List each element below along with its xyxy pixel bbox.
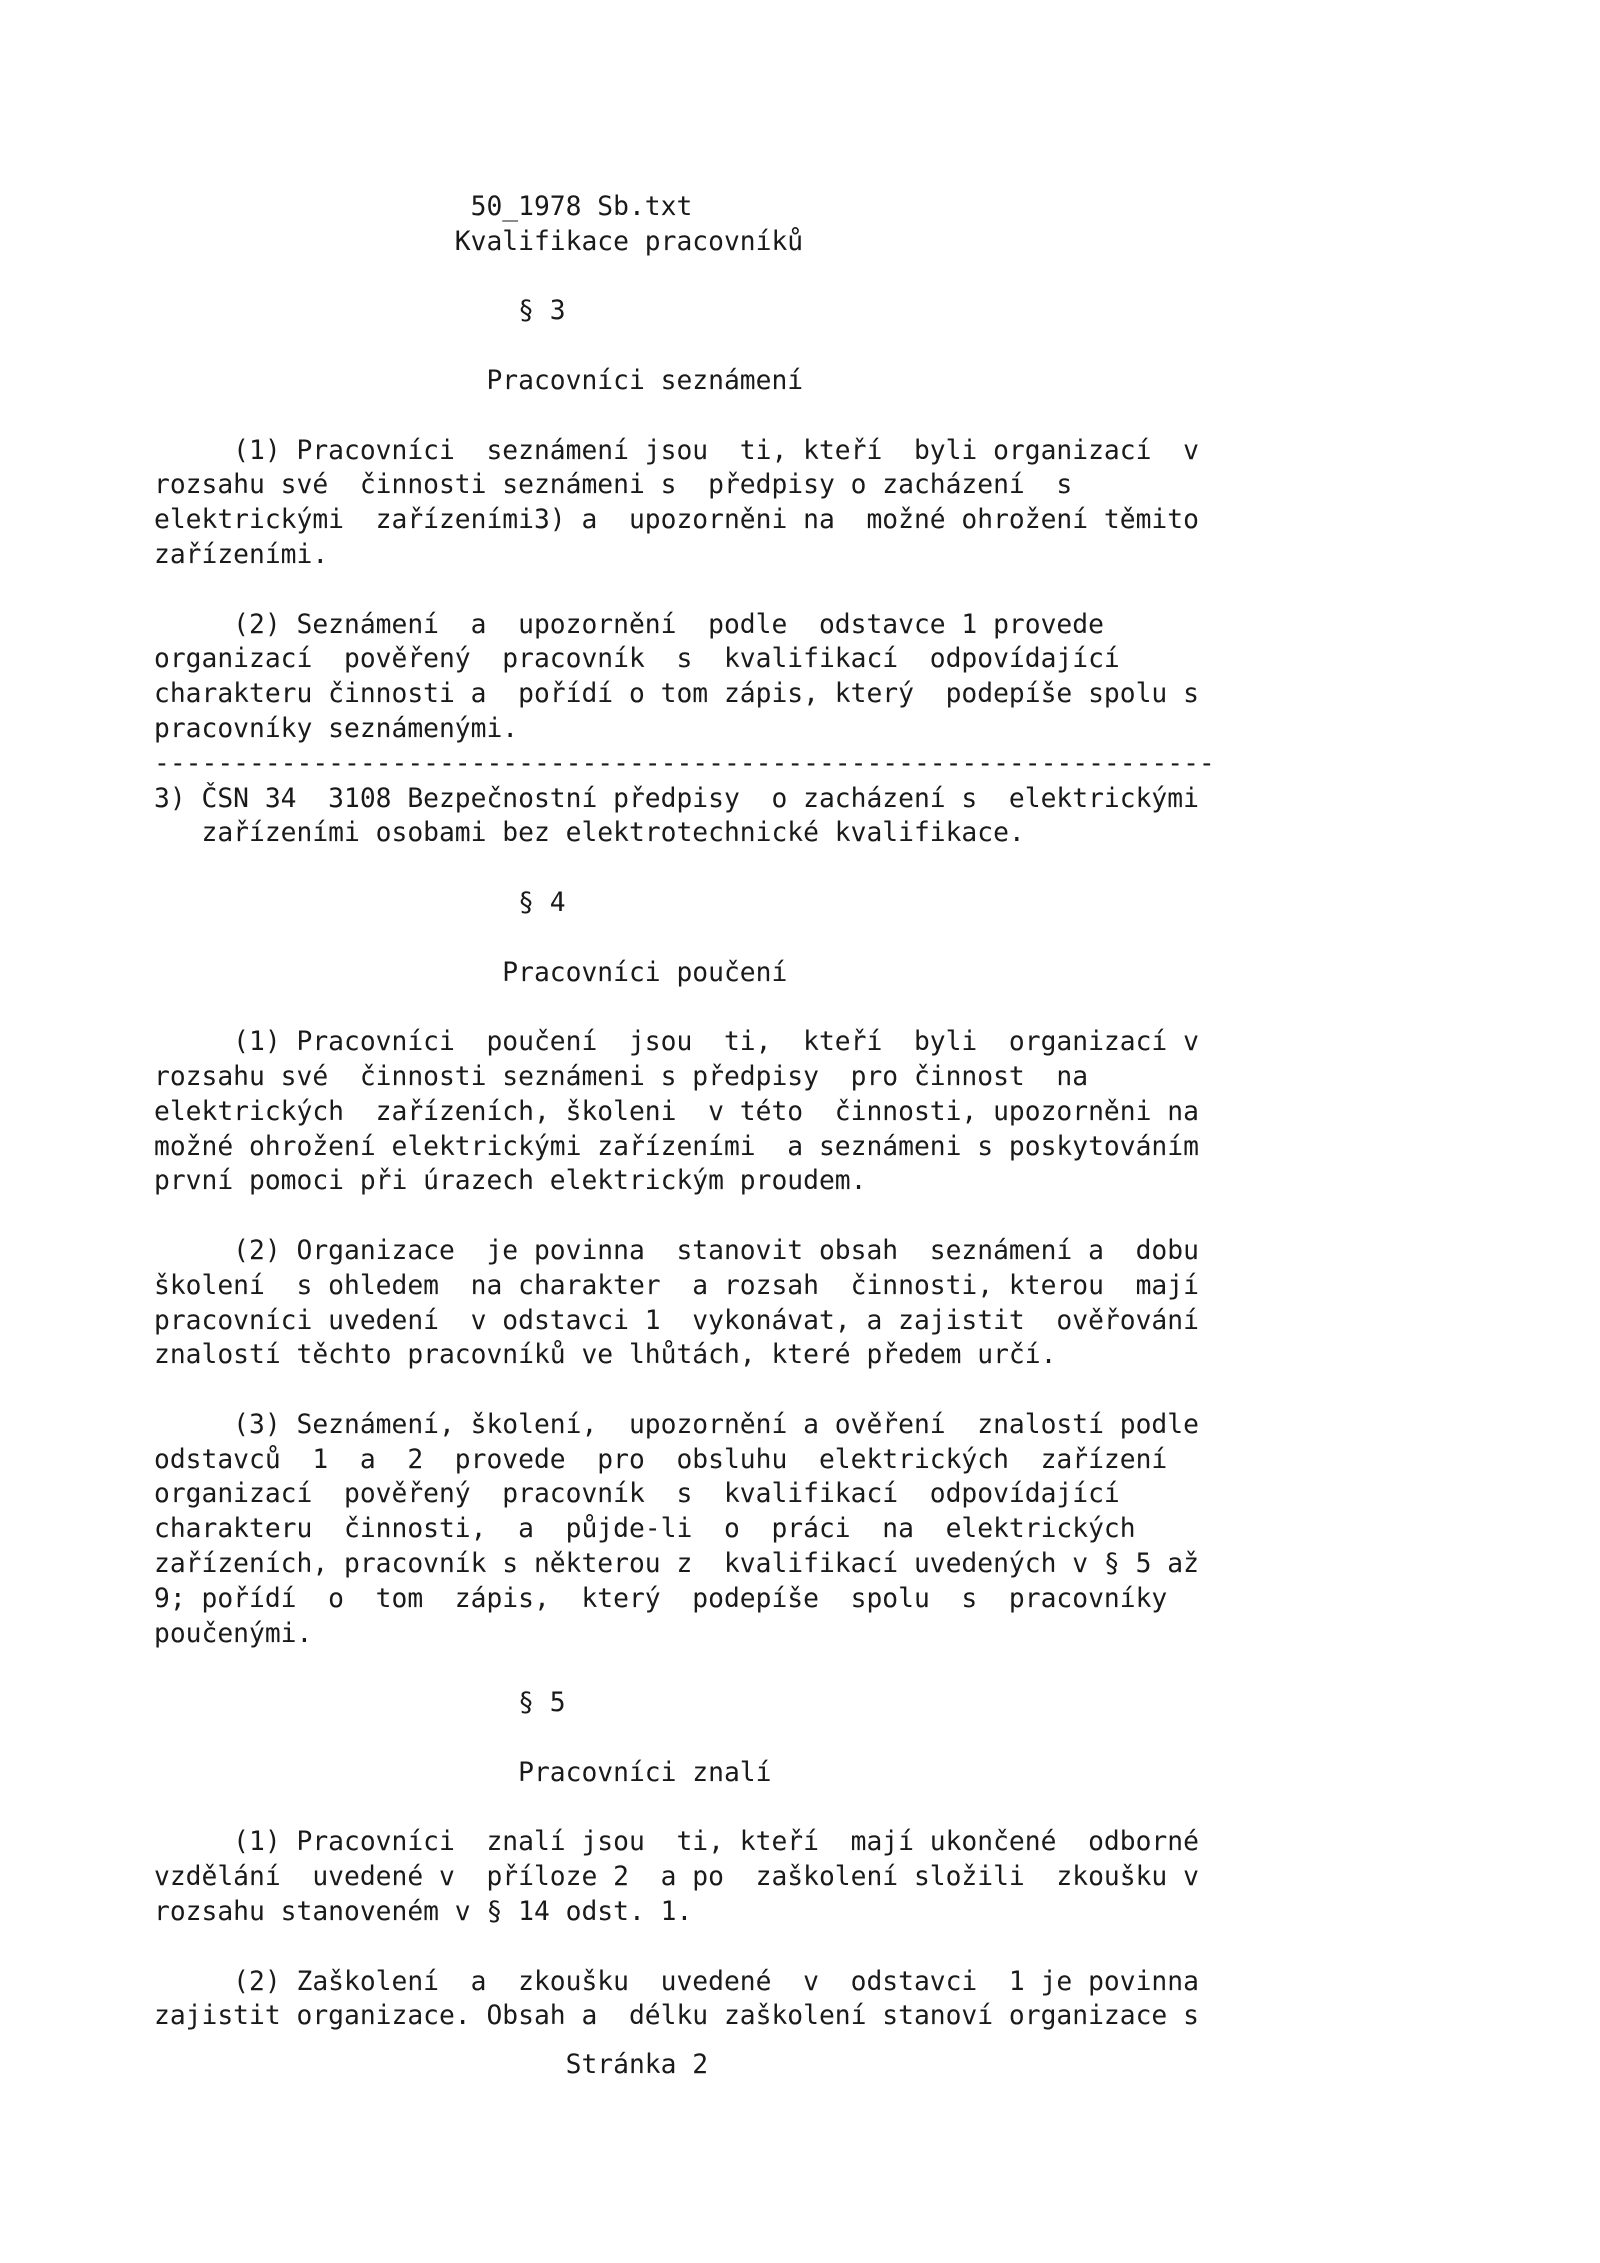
blank-line	[154, 1721, 1215, 1756]
section-4-par1-line: první pomoci při úrazech elektrickým proudem.	[154, 1166, 867, 1197]
section-4-par1-line: elektrických zařízeních, školeni v této činnosti, upozorněni na	[154, 1096, 1199, 1127]
blank-line	[154, 851, 1215, 886]
section-3-par1-line: rozsahu své činnosti seznámeni s předpisy o zacházení s	[154, 470, 1073, 501]
section-4-par3-line: odstavců 1 a 2 provede pro obsluhu elektrických zařízení	[154, 1444, 1168, 1475]
footnote-separator: -------------------------------------------------------------------	[154, 748, 1215, 779]
section-3-title: Pracovníci seznámení	[154, 365, 804, 396]
blank-line	[154, 1930, 1215, 1965]
section-4-par2-line: školení s ohledem na charakter a rozsah činnosti, kterou mají	[154, 1270, 1199, 1301]
section-5-title: Pracovníci znalí	[154, 1757, 772, 1788]
blank-line	[154, 1373, 1215, 1408]
section-4-par1-line: (1) Pracovníci poučení jsou ti, kteří byli organizací v	[154, 1027, 1199, 1058]
section-4-par3-line: poučenými.	[154, 1618, 313, 1649]
blank-line	[154, 399, 1215, 434]
section-3-par2-line: organizací pověřený pracovník s kvalifikací odpovídající	[154, 644, 1120, 675]
blank-line	[154, 1791, 1215, 1826]
section-4-par3-line: 9; pořídí o tom zápis, který podepíše spolu s pracovníky	[154, 1583, 1168, 1614]
section-4-par3-line: (3) Seznámení, školení, upozornění a ověření znalostí podle	[154, 1409, 1199, 1440]
section-4-par2-line: znalostí těchto pracovníků ve lhůtách, které předem určí.	[154, 1340, 1057, 1371]
section-5-par1-line: vzdělání uvedené v příloze 2 a po zaškolení složili zkoušku v	[154, 1862, 1199, 1893]
section-3-par2-line: charakteru činnosti a pořídí o tom zápis, který podepíše spolu s	[154, 679, 1199, 710]
blank-line	[154, 990, 1215, 1025]
section-4-par2-line: (2) Organizace je povinna stanovit obsah seznámení a dobu	[154, 1235, 1199, 1266]
footnote-line: zařízeními osobami bez elektrotechnické kvalifikace.	[154, 818, 1025, 849]
section-4-par3-line: organizací pověřený pracovník s kvalifikací odpovídající	[154, 1479, 1120, 1510]
section-3-par1-line: zařízeními.	[154, 539, 329, 570]
blank-line	[154, 1199, 1215, 1234]
blank-line	[154, 921, 1215, 956]
blank-line	[154, 573, 1215, 608]
section-3-par2-line: (2) Seznámení a upozornění podle odstavce 1 provede	[154, 609, 1104, 640]
blank-line	[154, 329, 1215, 364]
blank-line	[154, 1651, 1215, 1686]
section-3-par2-line: pracovníky seznámenými.	[154, 713, 519, 744]
section-4-par1-line: možné ohrožení elektrickými zařízeními a seznámeni s poskytováním	[154, 1131, 1199, 1162]
section-3-par1-line: elektrickými zařízeními3) a upozorněni na možné ohrožení těmito	[154, 505, 1199, 536]
section-4-title: Pracovníci poučení	[154, 957, 788, 988]
section-5-par1-line: (1) Pracovníci znalí jsou ti, kteří mají ukončené odborné	[154, 1827, 1199, 1858]
section-4-par1-line: rozsahu své činnosti seznámeni s předpisy pro činnost na	[154, 1061, 1089, 1092]
section-3-par1-line: (1) Pracovníci seznámení jsou ti, kteří byli organizací v	[154, 435, 1199, 466]
section-5-mark: § 5	[154, 1688, 566, 1719]
section-4-par3-line: zařízeních, pracovník s některou z kvalifikací uvedených v § 5 až	[154, 1549, 1199, 1580]
page-number: Stránka 2	[154, 2050, 709, 2080]
section-4-par2-line: pracovníci uvedení v odstavci 1 vykonávat, a zajistit ověřování	[154, 1305, 1199, 1336]
section-5-par2-line: (2) Zaškolení a zkoušku uvedené v odstavci 1 je povinna	[154, 1966, 1199, 1997]
file-name-header: 50_1978 Sb.txt	[154, 192, 693, 222]
footnote-line: 3) ČSN 34 3108 Bezpečnostní předpisy o zacházení s elektrickými	[154, 783, 1199, 814]
section-4-par3-line: charakteru činnosti, a půjde-li o práci na elektrických	[154, 1514, 1136, 1545]
section-5-par2-line: zajistit organizace. Obsah a délku zaškolení stanoví organizace s	[154, 2001, 1199, 2032]
blank-line	[154, 260, 1215, 295]
document-body	[154, 190, 1215, 2034]
section-3-mark: § 3	[154, 296, 566, 327]
section-4-mark: § 4	[154, 887, 566, 918]
section-5-par1-line: rozsahu stanoveném v § 14 odst. 1.	[154, 1897, 693, 1928]
chapter-heading: Kvalifikace pracovníků	[154, 226, 804, 257]
